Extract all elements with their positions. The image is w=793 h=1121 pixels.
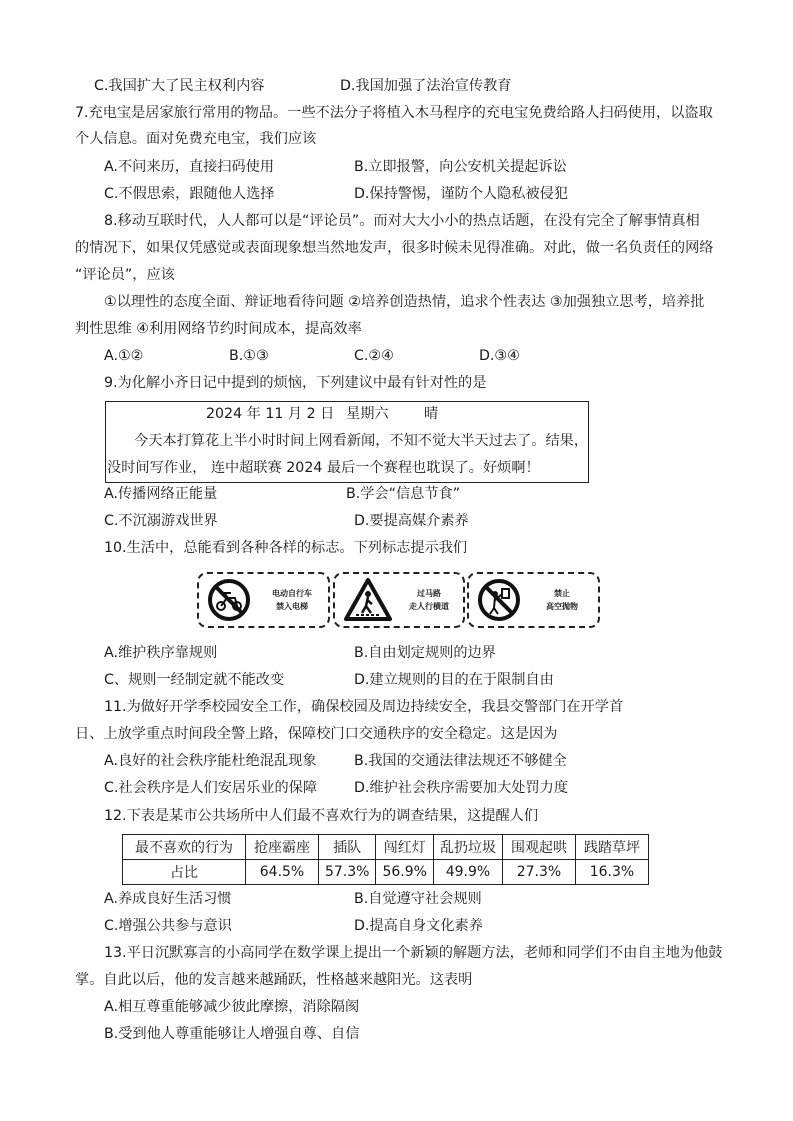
q10-option-b: B.自由划定规则的边界 [354, 645, 496, 661]
diary-text-line1: 今天本打算花上半小时时间上网看新闻，不知不觉大半天过去了。结果， [134, 433, 589, 449]
q8-stem-line1: 8.移动互联时代，人人都可以是“评论员”。而对大大小小的热点话题，在没有完全了解事情真相 [104, 213, 700, 229]
q10-stem: 10.生活中，总能看到各种各样的标志。下列标志提示我们 [104, 540, 468, 556]
q13-option-b: B.受到他人尊重能够让人增强自尊、自信 [104, 1026, 360, 1042]
q8-stem-line2: 的情况下，如果仅凭感觉或表面现象想当然地发声，很多时候未见得准确。对此，做一名负责任的网络 [75, 240, 714, 256]
sign-no-throwing [467, 572, 600, 628]
crosswalk-warning-icon [343, 577, 393, 623]
table-cell: 践踏草坪 [575, 835, 648, 860]
q8-option-a: A.①② [104, 348, 144, 364]
q7-option-c: C.不假思索，跟随他人选择 [104, 186, 275, 202]
table-cell: 27.3% [502, 860, 575, 885]
q8-statements-line2: 判性思维 ④利用网络节约时间成本，提高效率 [75, 321, 362, 337]
q9-option-a: A.传播网络正能量 [104, 486, 218, 502]
table-cell: 16.3% [575, 860, 648, 885]
q9-diary-box [105, 401, 589, 483]
table-cell: 乱扔垃圾 [433, 835, 502, 860]
diary-text-line2: 没时间写作业， 连中超联赛 2024 最后一个赛程也耽误了。好烦啊！ [107, 460, 540, 476]
diary-weekday: 星期六 [346, 406, 389, 422]
table-header-row [123, 835, 649, 860]
q9-option-d: D.要提高媒介素养 [354, 513, 469, 529]
q11-option-a: A.良好的社会秩序能杜绝混乱现象 [104, 753, 317, 769]
q6-option-c: C.我国扩大了民主权利内容 [94, 78, 265, 94]
q12-option-d: D.提高自身文化素养 [354, 918, 483, 934]
q11-option-d: D.维护社会秩序需要加大处罚力度 [354, 780, 569, 796]
sign1-line2: 禁入电梯 [276, 602, 308, 611]
table-cell: 占比 [123, 860, 246, 885]
q9-option-c: C.不沉溺游戏世界 [104, 513, 218, 529]
q11-option-c: C.社会秩序是人们安居乐业的保障 [104, 780, 318, 796]
diary-date: 2024 年 11 月 2 日 [206, 406, 335, 422]
q12-stem: 12.下表是某市公共场所中人们最不喜欢行为的调查结果，这提醒人们 [104, 808, 539, 824]
q13-option-a: A.相互尊重能够减少彼此摩擦，消除隔阂 [104, 999, 360, 1015]
table-cell: 抢座霸座 [246, 835, 319, 860]
q6-option-d: D.我国加强了法治宣传教育 [340, 78, 512, 94]
table-cell: 插队 [319, 835, 376, 860]
q11-option-b: B.我国的交通法律法规还不够健全 [354, 753, 567, 769]
q12-option-a: A.养成良好生活习惯 [104, 891, 232, 907]
q7-option-d: D.保持警惕，谨防个人隐私被侵犯 [354, 186, 569, 202]
q9-stem: 9.为化解小齐日记中提到的烦恼，下列建议中最有针对性的是 [104, 375, 487, 391]
q10-option-a: A.维护秩序靠规则 [104, 645, 218, 661]
q8-option-b: B.①③ [229, 348, 269, 364]
q7-stem-line2: 个人信息。面对免费充电宝，我们应该 [75, 131, 317, 147]
table-cell: 57.3% [319, 860, 376, 885]
sign-crosswalk [333, 572, 465, 628]
q8-option-c: C.②④ [354, 348, 394, 364]
q10-option-d: D.建立规则的目的在于限制自由 [354, 672, 554, 688]
q8-statements-line1: ①以理性的态度全面、辩证地看待问题 ②培养创造热情，追求个性表达 ③加强独立思考，培养批 [104, 294, 705, 310]
table-cell: 闯红灯 [376, 835, 433, 860]
sign1-line1: 电动自行车 [272, 589, 312, 598]
q8-option-d: D.③④ [479, 348, 520, 364]
survey-table [122, 834, 649, 885]
table-row [123, 860, 649, 885]
sign2-line2: 走人行横道 [409, 602, 449, 611]
q7-option-a: A.不问来历，直接扫码使用 [104, 159, 275, 175]
table-cell: 最不喜欢的行为 [123, 835, 246, 860]
table-cell: 49.9% [433, 860, 502, 885]
diary-weather: 晴 [424, 406, 439, 422]
sign3-line1: 禁止 [554, 589, 570, 598]
q11-stem-line1: 11.为做好开学季校园安全工作，确保校园及周边持续安全，我县交警部门在开学首 [104, 699, 624, 715]
table-cell: 围观起哄 [502, 835, 575, 860]
q10-option-c: C、规则一经制定就不能改变 [104, 672, 285, 688]
q7-option-b: B.立即报警，向公安机关提起诉讼 [354, 159, 567, 175]
q7-stem-line1: 7.充电宝是居家旅行常用的物品。一些不法分子将植入木马程序的充电宝免费给路人扫码使用，以盗取 [75, 105, 713, 121]
q12-option-b: B.自觉遵守社会规则 [354, 891, 482, 907]
no-ebike-icon [205, 576, 253, 624]
no-throwing-icon [475, 576, 523, 624]
q8-stem-line3: “评论员”，应该 [75, 267, 175, 283]
table-cell: 56.9% [376, 860, 433, 885]
sign3-line2: 高空抛物 [546, 602, 578, 611]
sign2-line1: 过马路 [417, 589, 441, 598]
table-cell: 64.5% [246, 860, 319, 885]
q12-option-c: C.增强公共参与意识 [104, 918, 232, 934]
q11-stem-line2: 日、上放学重点时间段全警上路，保障校门口交通秩序的安全稳定。这是因为 [75, 726, 558, 742]
q13-stem-line2: 掌。自此以后，他的发言越来越踊跃，性格越来越阳光。这表明 [75, 972, 473, 988]
q9-option-b: B.学会“信息节食” [346, 486, 461, 502]
q13-stem-line1: 13.平日沉默寡言的小高同学在数学课上提出一个新颖的解题方法，老师和同学们不由自主地为他鼓 [104, 945, 723, 961]
sign-no-ebike-elevator [197, 572, 330, 628]
